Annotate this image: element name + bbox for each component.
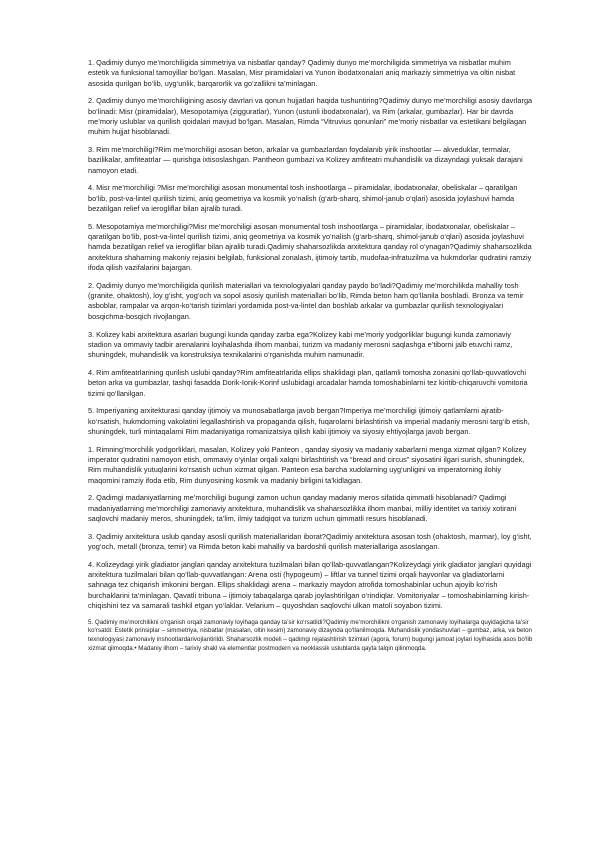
paragraph-2: 2. Qadimiy dunyo me’morchiligining asosiy davrlari va qonun hujjatlari haqida tushuntiring?Qadimiy dunyo me’morchiligi asosiy davrlarga bo‘linadi: Misr (piramidalar), Mesopotamiya (zigguratlar), Yunon (ustunli ibodatxonalar), va Rim (arkalar, gumbazlar). Har bir davrda me’moriy uslublar va qurilish qoidalari mavjud bo‘lgan. Masalan, Rimda “Vitruvius qonunlari” me’moriy nisbatlar va estetikani belgilagan muhim hujjat hisoblanadi. [88,96,533,137]
paragraph-3: 3. Rim me’morchiligi?Rim me’morchiligi asosan beton, arkalar va gumbazlardan foydalanib yirik inshootlar — akveduklar, termalar, bazilikalar, amfiteatrlar — qurishga ixtisoslashgan. Pantheon gumbazi va Kolizey amfiteatri muhandislik va dizayndagi yuksak darajani namoyon etadi. [88,145,523,175]
paragraph-7: 3. Kolizey kabi arxitektura asarlari bugungi kunda qanday zarba ega?Kolizey kabi me’moriy yodgorliklar bugungi kunda zamonaviy stadion va ommaviy tadbir arenalarini loyihalashda ilhom manbai, turizm va madaniy merosni saqlashga e’tiborni jalb etuvchi ramz, shuningdek, muhandislik va konstruksiya texnikalarini o‘rganishda muhim namunadir. [88,329,513,360]
paragraph-8: 4. Rim amfiteatrlarining qurilish uslubi qanday?Rim amfiteatrlarida ellips shaklidagi plan, qatlamli tomosha zonasini qo‘llab-quvvatlovchi beton arka va gumbazlar, tashqi fasadda Dorik-Ionik-Korinf uslubidagi arcadalar hamda tomoshabinlarni tez kiritib-chiqaruvchi vomitoria tizimi qo‘llanilgan. [88,367,528,398]
paragraph-5: 5. Mesopotamiya me’morchiligi?Misr me’morchiligi asosan monumental tosh inshootlarga – piramidalar, ibodatxonalar, obeliskalar – qaratilgan bo‘lib, post-va-lintel qurilish tizimi, aniq geometriya va kosmik yo‘nalish (g‘arb-sharq, shimol-janub o‘qlari) asosida joylashuvi hamda bezatilgan relief va ierogliflar bilan ajralib turadi.Qadimiy shaharsozlikda arxitektura qanday rol o‘ynagan?Qadimiy shaharsozlikda arxitektura shaharning makoniy rejasini belgilab, funksional zonalash, ijtimoiy tartib, mudofaa-infratuzilma va hukmdorlar qudratini ramziy ifoda qilish vazifalarini bajargan. [88,221,532,273]
paragraph-6: 2. Qadimiy dunyo me’morchiligida qurilish materiallari va texnologiyalari qanday paydo bo‘ladi?Qadimiy me’morchilikda mahalliy tosh (granite, ohaktosh), loy g‘isht, yog‘och va sopol asosiy qurilish materiallari bo‘lib, Rimda beton ham qo‘llanila boshladi. Bronza va temir asboblar, rampalar va arqon-ko‘tarish tizimlari yordamida post-va-lintel dan boshlab arkalar va gumbazlar qurilish texnologiyalari bosqichma-bosqich rivojlangan. [88,280,524,321]
paragraph-11: 2. Qadimgi madaniyatlarning me’morchiligi bugungi zamon uchun qanday madaniy meros sifatida qimmatli hisoblanadi? Qadimgi madaniyatlarning me’morchiligi zamonaviy arxitektura, muhandislik va shaharsozlikka ilhom manbai, milliy identitet va tarixiy xotirani saqlovchi madaniy meros, shuningdek, ta’lim, ilmiy tadqiqot va turizm uchun qimmatli resurs hisoblanadi. [88,493,517,523]
paragraph-9: 5. Imperiyaning arxitekturasi qanday ijtimoiy va munosabatlarga javob bergan?Imperiya me’morchiligi ijtimoiy qatlamlarni ajratib-ko‘rsatish, hukmdorning vakolatini legallashtirish va propaganda qilish, fuqarolarni birlashtirish va imperial madaniy merosni targ‘ib etish, shuningdek, turli mintaqalarni Rim madaniyatiga romanizatsiya qilish kabi ijtimoiy va siyosiy ehtiyojlarga javob bergan. [88,406,530,436]
paragraph-1: 1. Qadimiy dunyo me’morchiligida simmetriya va nisbatlar qanday? Qadimiy dunyo me’morchiligida simmetriya va nisbatlar muhim estetik va funksional tamoyillar bo‘lgan. Masalan, Misr piramidalari va Yunon ibodatxonalari aniq markaziy simmetriya va oltin nisbat asosida qurilgan bo‘lib, uyg‘unlik, barqarorlik va go‘zallikni ta’minlagan. [88,58,516,88]
paragraph-12: 3. Qadimiy arxitektura uslub qanday asosli qurilish materiallaridan iborat?Qadimiy arxitektura asosan tosh (ohaktosh, marmar), loy g‘isht, yog‘och, metall (bronza, temir) va Rimda beton kabi mahalliy va bardoshli qurilish materiallariga asoslangan. [88,531,532,552]
paragraph-13: 4. Kolizeydagi yirik gladiator janglari qanday arxitektura tuzilmalari bilan qo‘llab-quvvatlangan?Kolizeydagi yirik gladiator janglari quyidagi arxitektura tuzilmalari bilan qo‘llab-quvvatlangan: Arena osti (hypogeum) – liftlar va tunnel tizimi orqali hayvonlar va gladiatorlarni sahnaga tez chiqarish imkonini bergan. Ellips shaklidagi arena – markaziy maydon atrofida tomoshabinlar uchun ajoyib ko‘rish burchaklarini ta’minlagan. Qavatli tribuna – ijtimoiy tabaqalarga qarab joylashtirilgan o‘rindiqlar. Vomitoriyalar – tomoshabinlarning kirish-chiqishini tez va samarali tashkil etgan yo‘laklar. Velarium – quyoshdan saqlovchi ulkan matoli soyabon tizimi. [88,559,532,611]
paragraph-10: 1. Rimning’morchilik yodgorliklari, masalan, Kolizey yoki Panteon , qanday siyosiy va madaniy xabarlarni menga xizmat qilgan? Kolizey imperator qudratini namoyon etish, ommaviy o‘yinlar orqali xalqni birlashtirish va “bread and circus” siyosatini ilgari surish, shuningdek, Rim muhandislik yutuqlarini ko‘rsatish uchun xizmat qilgan. Panteon esa barcha xudolarning uyg‘unligini va imperatorning ilohiy maqomini ramziy ifoda etib, Rim dunyosining kosmik va madaniy birligini ta’kidlagan. [88,444,527,485]
paragraph-14-small: 5. Qadimiy me’morchilikni o‘rganish orqali zamonaviy loyihaga qanday ta’sir ko‘rsatildi?Qadimiy me’morchilikni o‘rganish zamonaviy loyihalarga quyidagicha ta’sir ko‘rsatdi: Estetik prinsiplar – simmetriya, nisbatlar (masalan, oltin kesim) zamonaviy dizaynda qo‘llanilmoqda. Muhandislik yondashuvlari – gumbaz, arka, va beton texnologiyasi zamonaviy inshootlardarivojlantirildi. Shaharsozlik modeli – qadimgi rejalashtirish tizimlari (agora, forum) bugungi jamoat joylari loyihasida asos bo‘lib xizmat qilmoqda.• Madaniy ilhom – tarixiy shakl va elementlar postmodern va neoklassik uslublarda qayta talqin qilinmoqda. [88,618,533,652]
paragraph-4: 4. Misr me’morchiligi ?Misr me’morchiligi asosan monumental tosh inshootlarga – piramidalar, ibodatxonalar, obeliskalar – qaratilgan bo‘lib, post-va-lintel qurilish tizimi, aniq geometriya va kosmik yo‘nalish (g‘arb-sharq, shimol-janub o‘qlari) asosida joylashuvi hamda bezatilgan relief va ierogliflar bilan ajralib turadi. [88,183,518,214]
